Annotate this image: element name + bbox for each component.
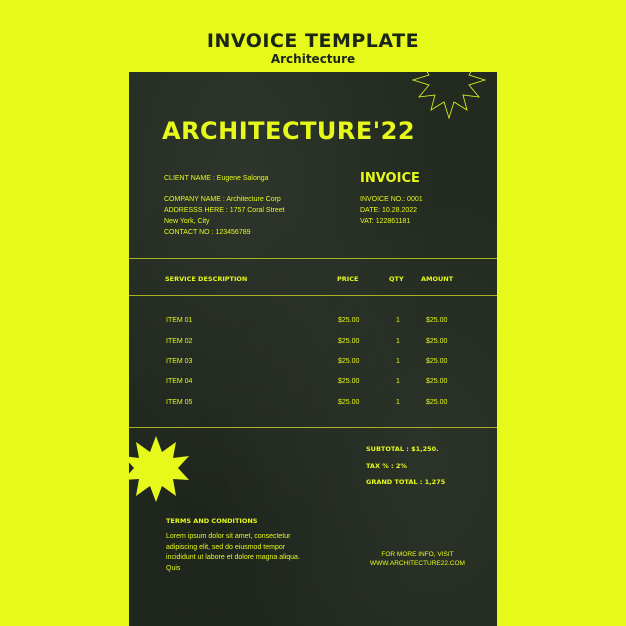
divider bbox=[129, 258, 497, 259]
row-item: ITEM 05 bbox=[166, 399, 193, 406]
column-header-price: PRICE bbox=[337, 275, 359, 283]
table-row bbox=[129, 317, 497, 329]
row-amount: $25.00 bbox=[426, 378, 448, 385]
website-link[interactable]: WWW.ARCHITECTURE22.COM bbox=[370, 560, 465, 567]
row-qty: 1 bbox=[396, 358, 400, 365]
column-header-amount: AMOUNT bbox=[421, 275, 454, 283]
table-row bbox=[129, 378, 497, 390]
starburst-solid-icon bbox=[129, 434, 191, 504]
starburst-outline-icon bbox=[399, 72, 497, 120]
subtotal: SUBTOTAL : $1,250. bbox=[366, 445, 439, 453]
terms-body: Lorem ipsum dolor sit amet, consectetur adipiscing elit, sed do eiusmod tempor incididunt ut labore et dolore magna aliqua. Quis bbox=[166, 533, 300, 572]
company-contact: CONTACT NO : 123456789 bbox=[164, 229, 251, 236]
row-price: $25.00 bbox=[338, 317, 360, 324]
company-city: New York, City bbox=[164, 218, 210, 225]
row-qty: 1 bbox=[396, 317, 400, 324]
company-name: COMPANY NAME : Architecture Corp bbox=[164, 196, 281, 203]
client-name: CLIENT NAME : Eugene Salonga bbox=[164, 175, 269, 182]
invoice-title: INVOICE bbox=[360, 171, 420, 186]
invoice-meta bbox=[360, 194, 423, 227]
row-item: ITEM 01 bbox=[166, 317, 193, 324]
more-info bbox=[370, 550, 465, 568]
row-amount: $25.00 bbox=[426, 338, 448, 345]
tax: TAX % : 2% bbox=[366, 462, 407, 470]
page-subtitle: Architecture bbox=[270, 52, 356, 66]
row-price: $25.00 bbox=[338, 358, 360, 365]
row-price: $25.00 bbox=[338, 338, 360, 345]
row-amount: $25.00 bbox=[426, 317, 448, 324]
row-qty: 1 bbox=[396, 378, 400, 385]
table-row bbox=[129, 399, 497, 411]
invoice-vat: VAT: 122861181 bbox=[360, 218, 411, 225]
page-title: INVOICE TEMPLATE bbox=[206, 30, 420, 52]
invoice-date: DATE: 10.28.2022 bbox=[360, 207, 418, 214]
row-item: ITEM 03 bbox=[166, 358, 193, 365]
row-qty: 1 bbox=[396, 399, 400, 406]
invoice-number: INVOICE NO.: 0001 bbox=[360, 196, 423, 203]
invoice-headline: ARCHITECTURE'22 bbox=[162, 117, 416, 145]
more-info-label: FOR MORE INFO, VISIT bbox=[381, 551, 454, 558]
row-qty: 1 bbox=[396, 338, 400, 345]
table-row bbox=[129, 358, 497, 370]
row-item: ITEM 02 bbox=[166, 338, 193, 345]
row-price: $25.00 bbox=[338, 378, 360, 385]
row-item: ITEM 04 bbox=[166, 378, 193, 385]
company-address: ADDRESSS HERE : 1757 Coral Street bbox=[164, 207, 285, 214]
divider bbox=[129, 295, 497, 296]
grand-total: GRAND TOTAL : 1,275 bbox=[366, 478, 446, 486]
row-price: $25.00 bbox=[338, 399, 360, 406]
table-row bbox=[129, 338, 497, 350]
row-amount: $25.00 bbox=[426, 399, 448, 406]
column-header-description: SERVICE DESCRIPTION bbox=[165, 275, 248, 283]
divider bbox=[129, 427, 497, 428]
terms-title: TERMS AND CONDITIONS bbox=[166, 517, 258, 525]
invoice-sheet bbox=[129, 72, 497, 626]
column-header-qty: QTY bbox=[389, 275, 404, 283]
row-amount: $25.00 bbox=[426, 358, 448, 365]
company-details bbox=[164, 194, 285, 238]
